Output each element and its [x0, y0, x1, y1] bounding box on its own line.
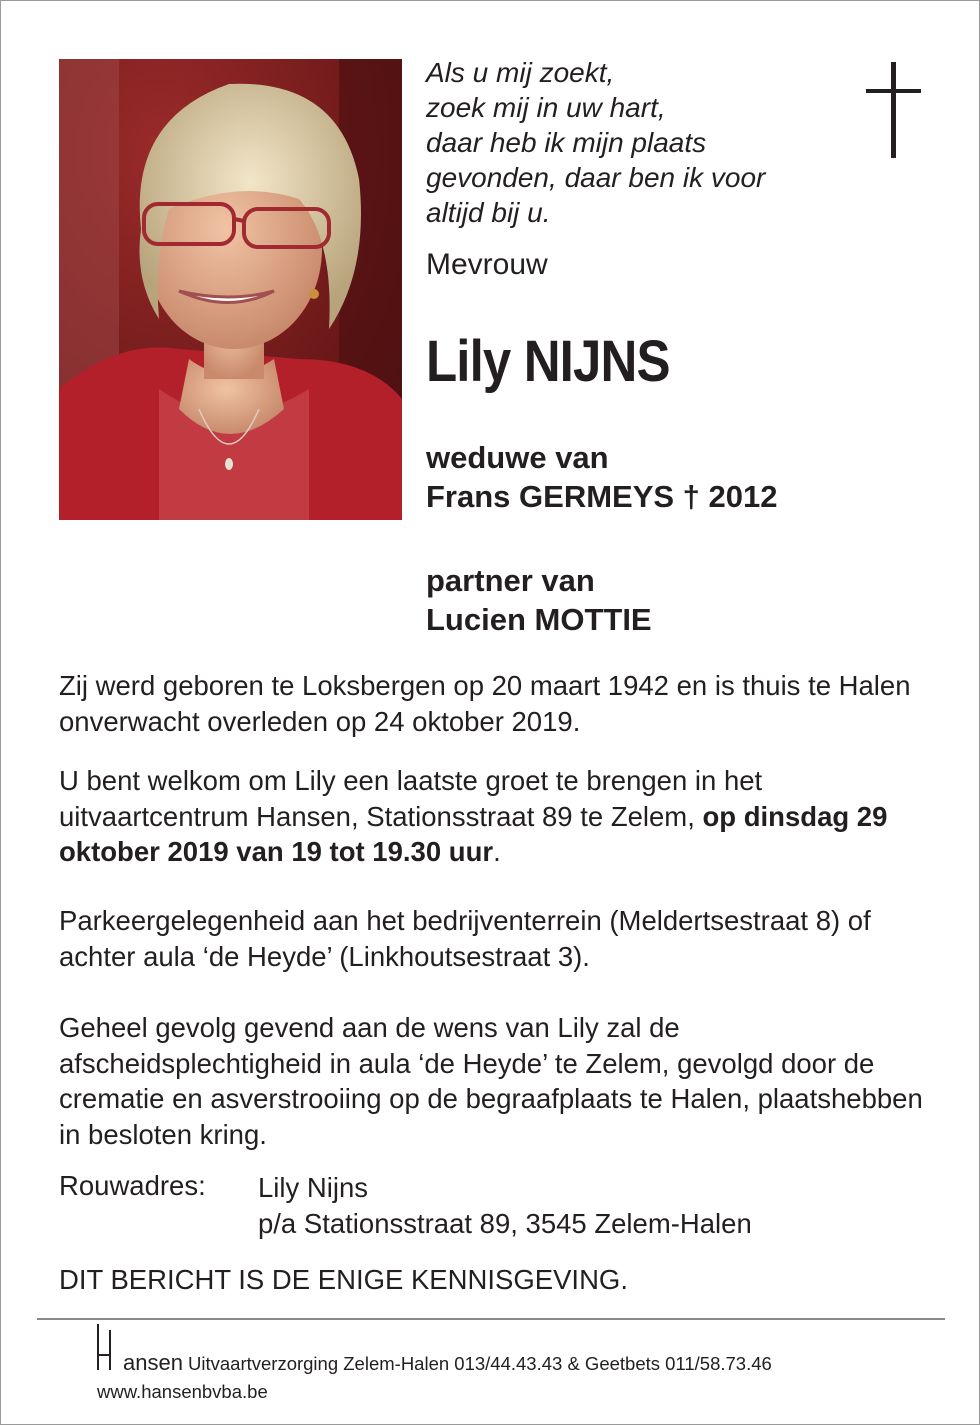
address-line: p/a Stationsstraat 89, 3545 Zelem-Halen [258, 1208, 752, 1239]
poem [426, 55, 765, 230]
notice-text: DIT BERICHT IS DE ENIGE KENNISGEVING. [59, 1264, 628, 1295]
poem-line: zoek mij in uw hart, [426, 92, 666, 123]
portrait-photo [59, 59, 402, 520]
relation-partner [426, 561, 652, 639]
relation-label: partner van [426, 563, 595, 598]
visitation-text: U bent welkom om Lily een laatste groet te brengen in het uitvaartcentrum Hansen, Stationsstraat 89 te Zelem, [59, 765, 763, 832]
funeral-home-info: Uitvaartverzorging Zelem-Halen 013/44.43.43 & Geetbets 011/58.73.46 [188, 1353, 772, 1374]
website-link[interactable]: www.hansenbvba.be [97, 1381, 268, 1402]
address-label: Rouwadres: [59, 1170, 206, 1201]
ceremony-paragraph: Geheel gevolg gevend aan de wens van Lily zal de afscheidsplechtigheid in aula ‘de Heyde’ te Zelem, gevolgd door de crematie en asverstrooiing op de begraafplaats te Halen, plaatshebben in besloten kring. [59, 1012, 923, 1150]
poem-line: daar heb ik mijn plaats [426, 127, 707, 158]
birth-death-paragraph: Zij werd geboren te Loksbergen op 20 maart 1942 en is thuis te Halen onverwacht overleden op 24 oktober 2019. [59, 670, 911, 737]
deceased-name: Lily NIJNS [426, 329, 670, 394]
poem-line: altijd bij u. [426, 197, 551, 228]
cross-icon [866, 62, 921, 158]
relation-widow [426, 438, 778, 516]
address-line: Lily Nijns [258, 1172, 369, 1203]
parking-paragraph: Parkeergelegenheid aan het bedrijventerrein (Meldertsestraat 8) of achter aula ‘de Heyde’ (Linkhoutsestraat 3). [59, 905, 871, 972]
salutation: Mevrouw [426, 248, 548, 281]
address-block [258, 1170, 752, 1242]
visitation-paragraph [59, 763, 939, 870]
relation-person: Frans GERMEYS † 2012 [426, 479, 778, 514]
footer-divider [37, 1318, 945, 1320]
visitation-datetime: op dinsdag 29 oktober 2019 van 19 tot 19.30 uur [59, 800, 888, 867]
poem-line: gevonden, daar ben ik voor [426, 162, 766, 193]
visitation-end: . [493, 836, 501, 867]
logo-text: ansen [123, 1350, 183, 1375]
poem-line: Als u mij zoekt, [426, 57, 615, 88]
relation-person: Lucien MOTTIE [426, 602, 652, 637]
relation-label: weduwe van [426, 440, 609, 475]
